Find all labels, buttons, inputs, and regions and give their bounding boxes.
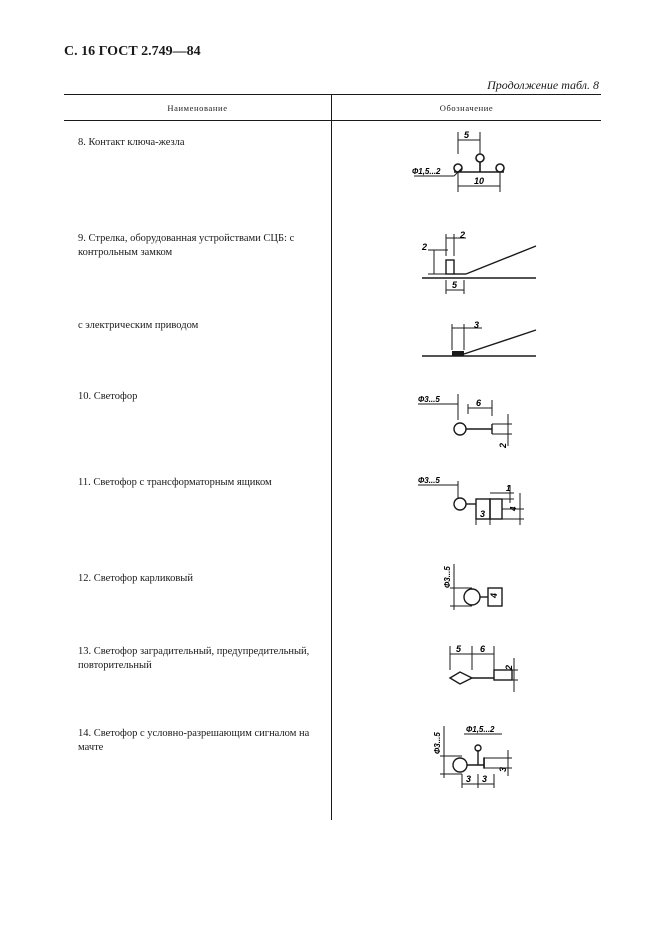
dim-label: 5 [464,130,470,140]
table-row-14-name: 14. Светофор с условно-разрешающим сигналом на мачте [78,728,310,753]
dim-label: 2 [504,664,514,670]
dim-label: Ф1,5...2 [412,167,441,176]
table-row-10-name: 10. Светофор [78,391,138,402]
column-header-name: Наименование [167,103,228,113]
symbol-turnout-control-lock [418,228,538,300]
table-continuation-label: Продолжение табл. 8 [487,78,599,92]
table-row-11-name: 11. Светофор с трансформаторным ящиком [78,477,272,488]
dim-label: Ф3...5 [418,395,440,404]
dim-label: Ф3...5 [443,566,452,588]
table-row-9-name: 9. Стрелка, оборудованная устройствами СЦБ: с контрольным замком [78,233,295,258]
symbol-barrier-signal [436,640,526,704]
page-header-title: С. 16 ГОСТ 2.749—84 [64,44,201,59]
dim-label: 2 [460,230,466,240]
dim-label: 5 [452,280,458,290]
dim-label: 3 [474,320,480,330]
dim-label: 6 [476,398,482,408]
dim-label: 4 [489,592,499,598]
symbol-turnout-electric-drive [418,318,538,362]
dim-label: 2 [498,442,508,448]
dim-label: 3 [480,509,486,519]
dim-label: Ф3...5 [418,476,440,485]
table-row-9b-name: с электрическим приводом [78,320,199,331]
dim-label: Ф1,5...2 [466,725,495,734]
column-header-symbol: Обозначение [439,103,494,113]
symbol-signal-permissive-mast [422,722,534,792]
table-header-rule [64,120,601,121]
table-row-13-name: 13. Светофор заградительный, предупредительный, повторительный [78,646,310,671]
dim-label: 3 [482,774,488,784]
dim-label: 3 [466,774,472,784]
dim-label: 5 [456,644,462,654]
symbol-key-staff-contact [408,130,518,200]
dim-label: 1 [506,484,511,493]
symbol-signal [414,392,524,450]
table-row-12-name: 12. Светофор карликовый [78,573,193,584]
dim-label: Ф3...5 [433,732,442,754]
dim-label: 2 [422,242,428,252]
table-top-rule [64,94,601,95]
dim-label: 10 [474,176,485,186]
dim-label: 6 [480,644,486,654]
table-column-divider [331,94,332,820]
dim-label: 4 [509,506,518,511]
symbol-dwarf-signal [436,558,516,622]
symbol-signal-transformer-box [414,475,530,531]
table-row-8-name: 8. Контакт ключа-жезла [78,137,185,148]
dim-label: 3 [498,766,508,772]
